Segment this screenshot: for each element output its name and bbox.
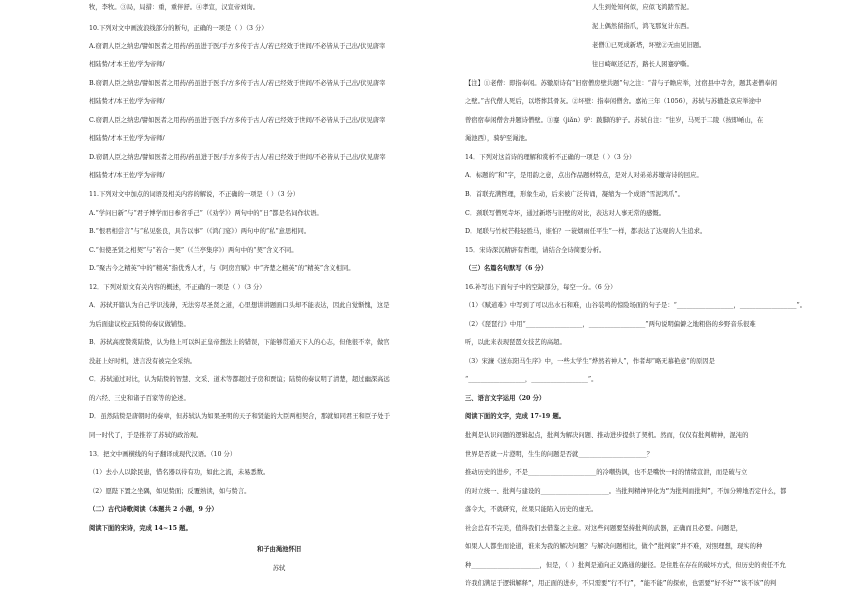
passage-line: 批判是认识问题的逻辑起点，批判为解决问题、推动进步提供了契机。然而，仅仅有批判精神，混沌的: [465, 432, 749, 439]
right-line: （2）《琵琶行》中用“__________________，__________________”两句说明偏僻之地粗俗的乡野音乐很难: [465, 321, 756, 328]
passage-line: 推动历史的进步，不是__________________的冷嘲热讽，也不是嘴快一时的情绪宣泄，而是破与立: [465, 469, 748, 476]
left-line: A．苏轼开篇认为自己学识浅薄，无法穷尽圣贤之道，心里想讲讲题面口头却不能表达，因此自觉惭愧，这是: [89, 302, 390, 309]
passage-line: 如果人人都坐而论道，谁来为我的解决问题？与解决问题相比，做个“批判家”并不难，对照理想，现实的种: [465, 543, 763, 550]
poem-line: 泥上偶然留指爪，鸿飞那复计东西。: [592, 23, 693, 30]
left-line: 为后面建议校正陆贽的奏议做铺垫。: [89, 321, 190, 328]
passage-line: 种__________________，但是，（ ）批判是通向正义路通的捷径。是住胜在存在的破坏方式，但历史的责任不允: [465, 562, 786, 569]
left-line: B.窃谓人臣之纳忠/譬如医者之用药/药虽进于医手/方多传于古人/若已经效于世间/不必皆从于己出/伏见唐宰: [89, 80, 386, 87]
left-line: D．虽然陆贽是唐朝时的奏章，但苏轼认为如果圣明的天子和贤能的大臣两相契合，那就如同君王和臣子处于: [89, 413, 391, 420]
left-line: 13．把文中画横线的句子翻译成现代汉语。（10 分）: [89, 451, 237, 458]
left-line: （2）愿陛下置之坐隅，如见贽面；反覆熟读，如与贽言。: [89, 488, 251, 495]
poem-line: 人生到处知何似，应似飞鸿踏雪泥。: [592, 4, 693, 11]
right-line: （1）《赋道难》中写到了可以出水石和难，山谷装鸣的惊险场面的句子是：“__________________，__________________”。: [465, 302, 807, 309]
passage-line: 社会总有不完美，值得我们去借鉴之主意。对这些问题要坚持批判的武器，正确而且必要。问题是，: [465, 525, 743, 532]
left-line: 没赶上好时机，进言没有被完全采纳。: [89, 358, 197, 365]
right-line: 15．宋诗深沉精辟有哲理，请结合全诗简要分析。: [465, 247, 606, 254]
right-line: 曾宿宿奉闲僧舍并题诗僧壁。③蹇（jiǎn）驴：跛脚的驴子。苏轼自注：“往岁，马死于二陵（按即崤山，在: [465, 117, 764, 124]
poem-line: 往日崎岖还记否，路长人困蹇驴嘶。: [592, 61, 693, 68]
right-line: 三、语言文字运用（20 分）: [465, 395, 546, 402]
left-line: D.窃谓人臣之纳忠/譬如医者之用药/药虽进于医/手方多传于古人/若已经效于世间/不必皆从于己出/伏见唐宰: [89, 154, 386, 161]
left-line: C.窃谓人臣之纳忠/譬如医者之用药/药虽进于医手/方多传于古人/若已经效于世间/不必皆从于己出/伏见唐宰: [89, 117, 386, 124]
left-line: 相陆贽/才本王佐/学为帝师/: [89, 135, 165, 142]
left-line: D.“聚古今之精英”中的“精英”指优秀人才，与《阿房宫赋》中“齐楚之精英”的“精英”含义相同。: [89, 265, 355, 272]
right-line: 14．下列对这首诗的理解和赏析不正确的一项是（ ）（3 分）: [465, 154, 636, 161]
left-line: A.“学问日新”与“君子博学而日参省乎己”（《劝学》）两句中的“日”都是名词作状语。: [89, 210, 323, 217]
left-line: 的六经、三史和诸子百家等的论述。: [89, 395, 190, 402]
poem-title: 和子由渑池怀旧: [256, 546, 302, 553]
left-line: 11.下列对文中加点的词语及相关内容的解说，不正确的一项是（ ）（3 分）: [89, 191, 300, 198]
left-line: 相陆贽/才本王佐/学为帝师/: [89, 61, 165, 68]
right-line: 16.补写出下面句子中的空缺部分，每空一分。（6 分）: [465, 284, 617, 291]
passage-line: 的对立统一、批判与建设的__________________。当批判精神异化为“为批判而批判”，不加分辨地否定什么，都: [465, 488, 787, 495]
right-line: 阅读下面的文字，完成 17-19 题。: [465, 413, 566, 420]
poem-line: 老僧①已死成新塔，坏壁②无由见旧题。: [592, 42, 706, 49]
right-line: “__________________，__________________”。: [465, 376, 598, 383]
right-line: 听，以此来表现琵琶女技艺的高超。: [465, 339, 566, 346]
left-line: 同一时代了，于是推荐了苏轼的政治观。: [89, 432, 203, 439]
left-line: A.窃谓人臣之纳忠/譬如医者之用药/药虽进于医/手方多传于古人/若已经效于世间/不必皆从于己出/伏见唐宰: [89, 43, 386, 50]
left-line: 相陆贽才/本王佐/学为帝师/: [89, 98, 165, 105]
left-line: 相陆贽才/本王佐/学为帝师/: [89, 172, 165, 179]
passage-line: 许我们满足于逻辑解释“，用正面的进步，不只需要“行不行”，“能不能”的探索，也需要“好不好”“该不该”的判: [465, 580, 777, 587]
right-line: B．首联充满哲理，形象生动，后来被广泛传诵，凝缩为一个成语“雪泥鸿爪”。: [465, 191, 684, 198]
right-line: C．颈联写僧死寺坏，通过新塔与旧壁的对比，表达对人事无常的感慨。: [465, 210, 666, 217]
left-line: B．苏轼高度赞赏陆贽，认为他上可以纠正皇帝想法上的错误，下能够贯通天下人的心志，但他很不幸，做官: [89, 339, 390, 346]
left-line: C．苏轼通过对比，认为陆贽的智慧、文采、道术等都超过子房和贾谊；陆贽的奏议明了清楚，超过幽深高远: [89, 376, 390, 383]
left-line: 12．下列对原文有关内容的概述，不正确的一项是（ ）（3 分）: [89, 284, 266, 291]
left-line: （1）去小人以除民患，惜名器以待有功，如此之流，未易悉数。: [89, 469, 270, 476]
left-line: 牧，李牧。③局，局措：重，重伴舒。④孝宣，汉宣帝刘询。: [89, 4, 260, 11]
passage-line: 落令大，不就研究，丝果只能陷入历史的虚无。: [465, 506, 598, 513]
left-line: （二）古代诗歌阅读（本题共 2 小题，9 分）: [89, 506, 218, 513]
passage-line: 世界是否就一片澄明，生生的问题是否就__________________？: [465, 451, 653, 458]
left-line: 阅读下面的宋诗，完成 14~15 题。: [89, 525, 192, 532]
poem-author: 苏轼: [272, 565, 286, 572]
right-line: （三）名篇名句默写（6 分）: [465, 265, 548, 272]
left-line: B.“恨君相尝言”与“私见张良，具告以事”（《鸿门宴》）两句中的“私”意思相同。: [89, 228, 311, 235]
right-line: （3）宋濂《送东阳马生序》中，一些太学生“烨然若神人”，作者却“略无慕艳意”的原因是: [465, 358, 715, 365]
left-line: 10.下列对文中画波浪线部分的断句，正确的一项是（ ）（3 分）: [89, 25, 268, 32]
right-line: 渑池西），骑驴至渑池。: [465, 135, 532, 142]
right-line: 【注】①老僧：即指奉闲。苏辙原诗有“旧宿僧房壁共题”句之注：“昔与子瞻应举，过宿县中寺舍，题其老僧奉闲: [465, 80, 777, 87]
right-line: 之壁。”古代僧人死后，以塔葬其骨灰。②坏壁：指奉闲僧舍。嘉祐三年（1056），苏轼与苏辙赴京应举途中: [465, 98, 762, 105]
right-line: D．尾联与竹杖芒鞋轻胜马，谁怕？一蓑烟雨任平生”一样，都表达了达观的人生追求。: [465, 228, 707, 235]
left-line: C.“但使圣贤之相契”与“若合一契”（《兰亭集序》）两句中的“契”含义不同。: [89, 247, 298, 254]
right-line: A．标题的“和”字，是用韵之意，点出作品题材特点，是对人对弟弟苏辙寄诗的回应。: [465, 172, 703, 179]
